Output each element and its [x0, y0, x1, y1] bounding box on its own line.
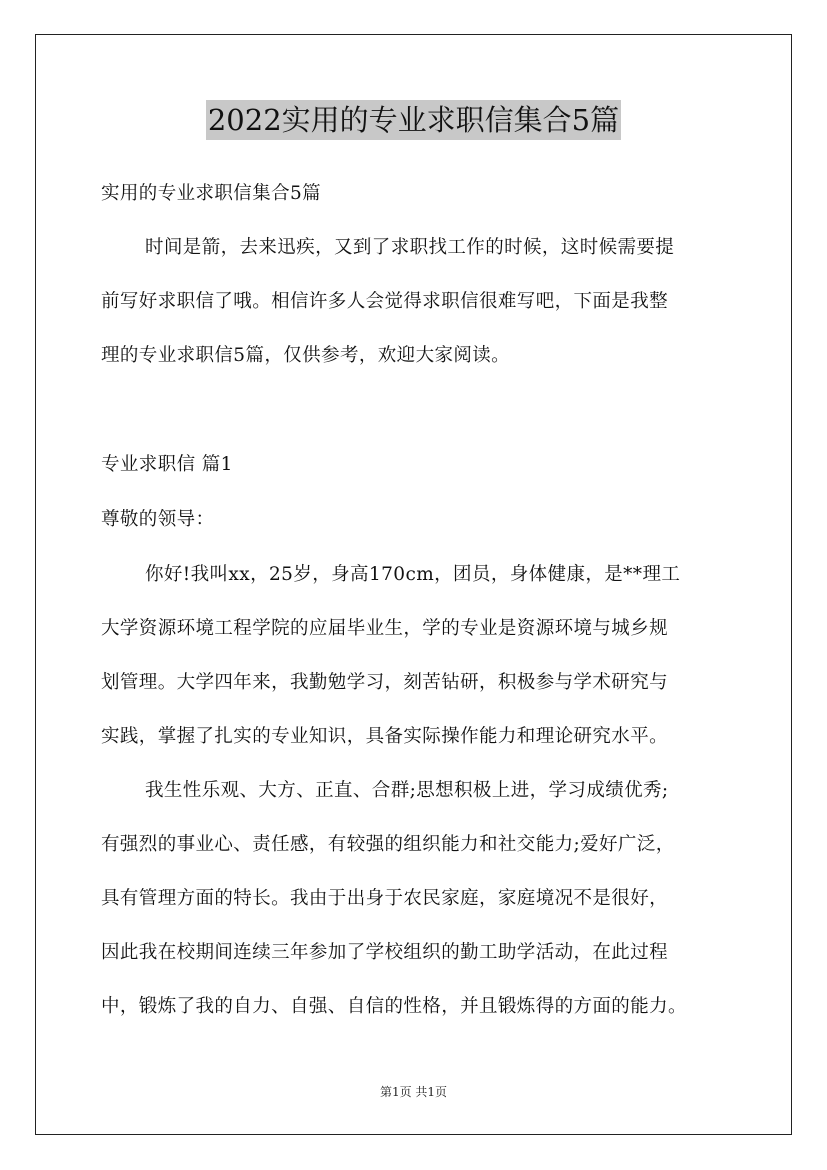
document-title: 2022实用的专业求职信集合5篇 [206, 100, 621, 140]
page-number-footer: 第1页 共1页 [379, 1085, 448, 1099]
paragraph-line: 具有管理方面的特长。我由于出身于农民家庭，家庭境况不是很好， [101, 888, 669, 909]
paragraph-line: 有强烈的事业心、责任感，有较强的组织能力和社交能力;爱好广泛， [101, 834, 675, 855]
salutation: 尊敬的领导： [101, 509, 215, 530]
paragraph-line: 中，锻炼了我的自力、自强、自信的性格，并且锻炼得的方面的能力。 [101, 996, 687, 1017]
paragraph-line: 大学资源环境工程学院的应届毕业生，学的专业是资源环境与城乡规 [101, 618, 669, 639]
section-heading: 专业求职信 篇1 [101, 454, 233, 475]
intro-line: 理的专业求职信5篇，仅供参考，欢迎大家阅读。 [101, 345, 511, 366]
paragraph-line: 因此我在校期间连续三年参加了学校组织的勤工助学活动，在此过程 [101, 942, 669, 963]
paragraph-line: 划管理。大学四年来，我勤勉学习，刻苦钻研，积极参与学术研究与 [101, 672, 669, 693]
intro-line: 前写好求职信了哦。相信许多人会觉得求职信很难写吧，下面是我整 [101, 291, 669, 312]
title-container [0, 100, 827, 140]
intro-line: 时间是箭，去来迅疾，又到了求职找工作的时候，这时候需要提 [145, 237, 675, 258]
paragraph-line: 我生性乐观、大方、正直、合群;思想积极上进，学习成绩优秀; [145, 780, 669, 801]
paragraph-line: 实践，掌握了扎实的专业知识，具备实际操作能力和理论研究水平。 [101, 726, 669, 747]
subtitle: 实用的专业求职信集合5篇 [101, 183, 322, 204]
paragraph-line: 你好!我叫xx，25岁，身高170cm，团员，身体健康，是**理工 [145, 564, 681, 585]
